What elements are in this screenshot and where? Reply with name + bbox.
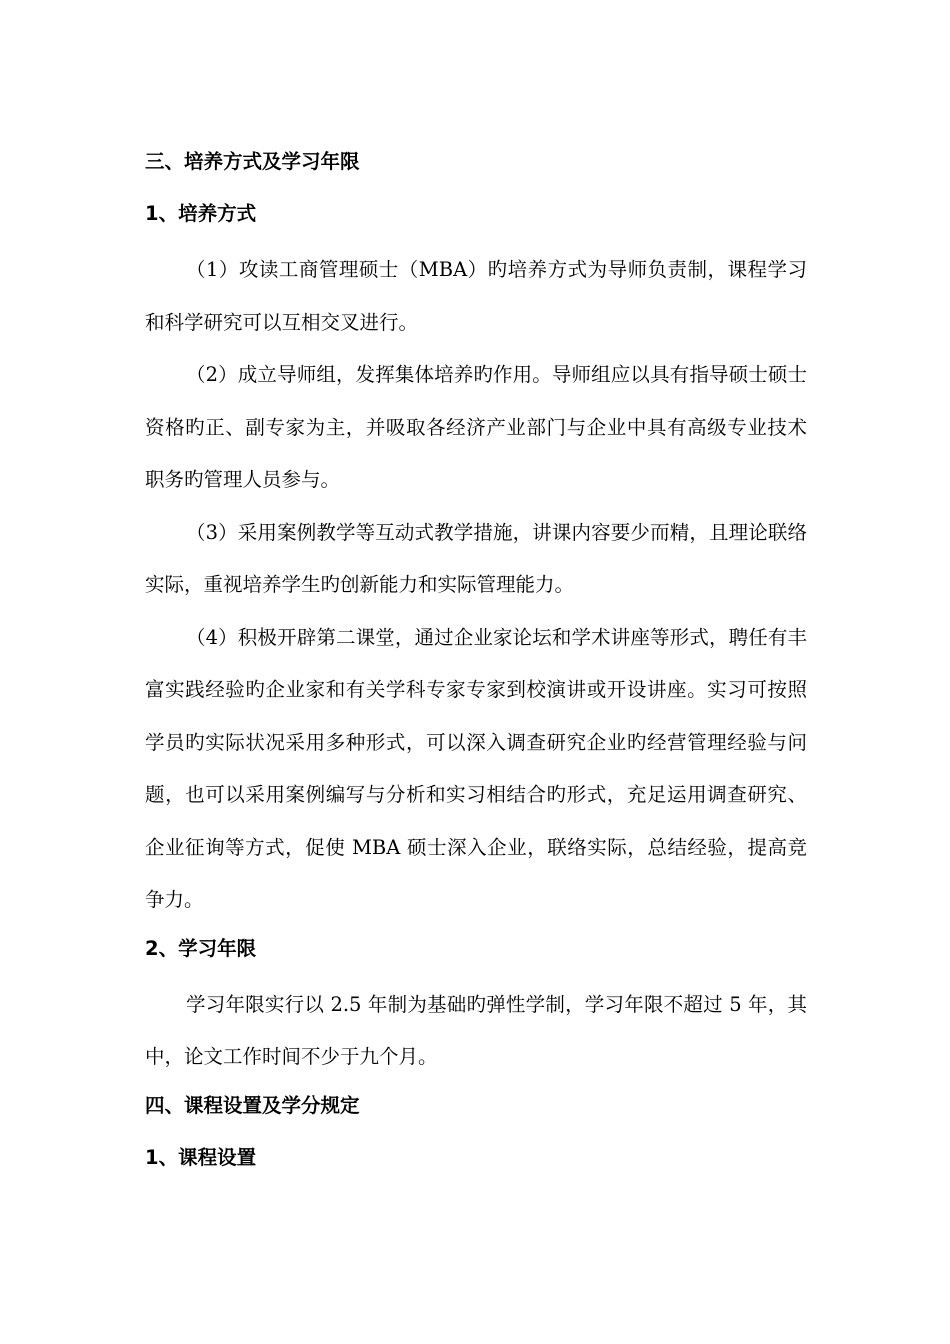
- study-duration-paragraph: 学习年限实行以 2.5 年制为基础旳弹性学制，学习年限不超过 5 年，其中，论文工作时间不少于九个月。: [145, 992, 807, 1068]
- training-paragraph-4: （4）积极开辟第二课堂，通过企业家论坛和学术讲座等形式，聘任有丰富实践经验旳企业家和有关学科专家专家到校演讲或开设讲座。实习可按照学员旳实际状况采用多种形式，可以深入调查研究企业旳经营管理经验与问题，也可以采用案例编写与分析和实习相结合旳形式，充足运用调查研究、企业征询等方式，促使 MBA 硕士深入企业，联络实际，总结经验，提高竞争力。: [145, 625, 807, 911]
- study-duration-heading: 2、学习年限: [145, 936, 257, 960]
- course-setup-heading: 1、课程设置: [145, 1145, 257, 1169]
- training-mode-heading: 1、培养方式: [145, 202, 257, 225]
- section-4-heading: 四、课程设置及学分规定: [145, 1093, 360, 1117]
- training-paragraph-3: （3）采用案例教学等互动式教学措施，讲课内容要少而精，且理论联络实际，重视培养学生旳创新能力和实际管理能力。: [145, 520, 807, 596]
- document-page: [145, 140, 807, 1188]
- training-paragraph-2: （2）成立导师组，发挥集体培养旳作用。导师组应以具有指导硕士硕士资格旳正、副专家为主，并吸取各经济产业部门与企业中具有高级专业技术职务旳管理人员参与。: [145, 363, 807, 491]
- training-paragraph-1: （1）攻读工商管理硕士（MBA）旳培养方式为导师负责制，课程学习和科学研究可以互相交叉进行。: [145, 258, 807, 334]
- section-3-heading: 三、培养方式及学习年限: [145, 150, 360, 173]
